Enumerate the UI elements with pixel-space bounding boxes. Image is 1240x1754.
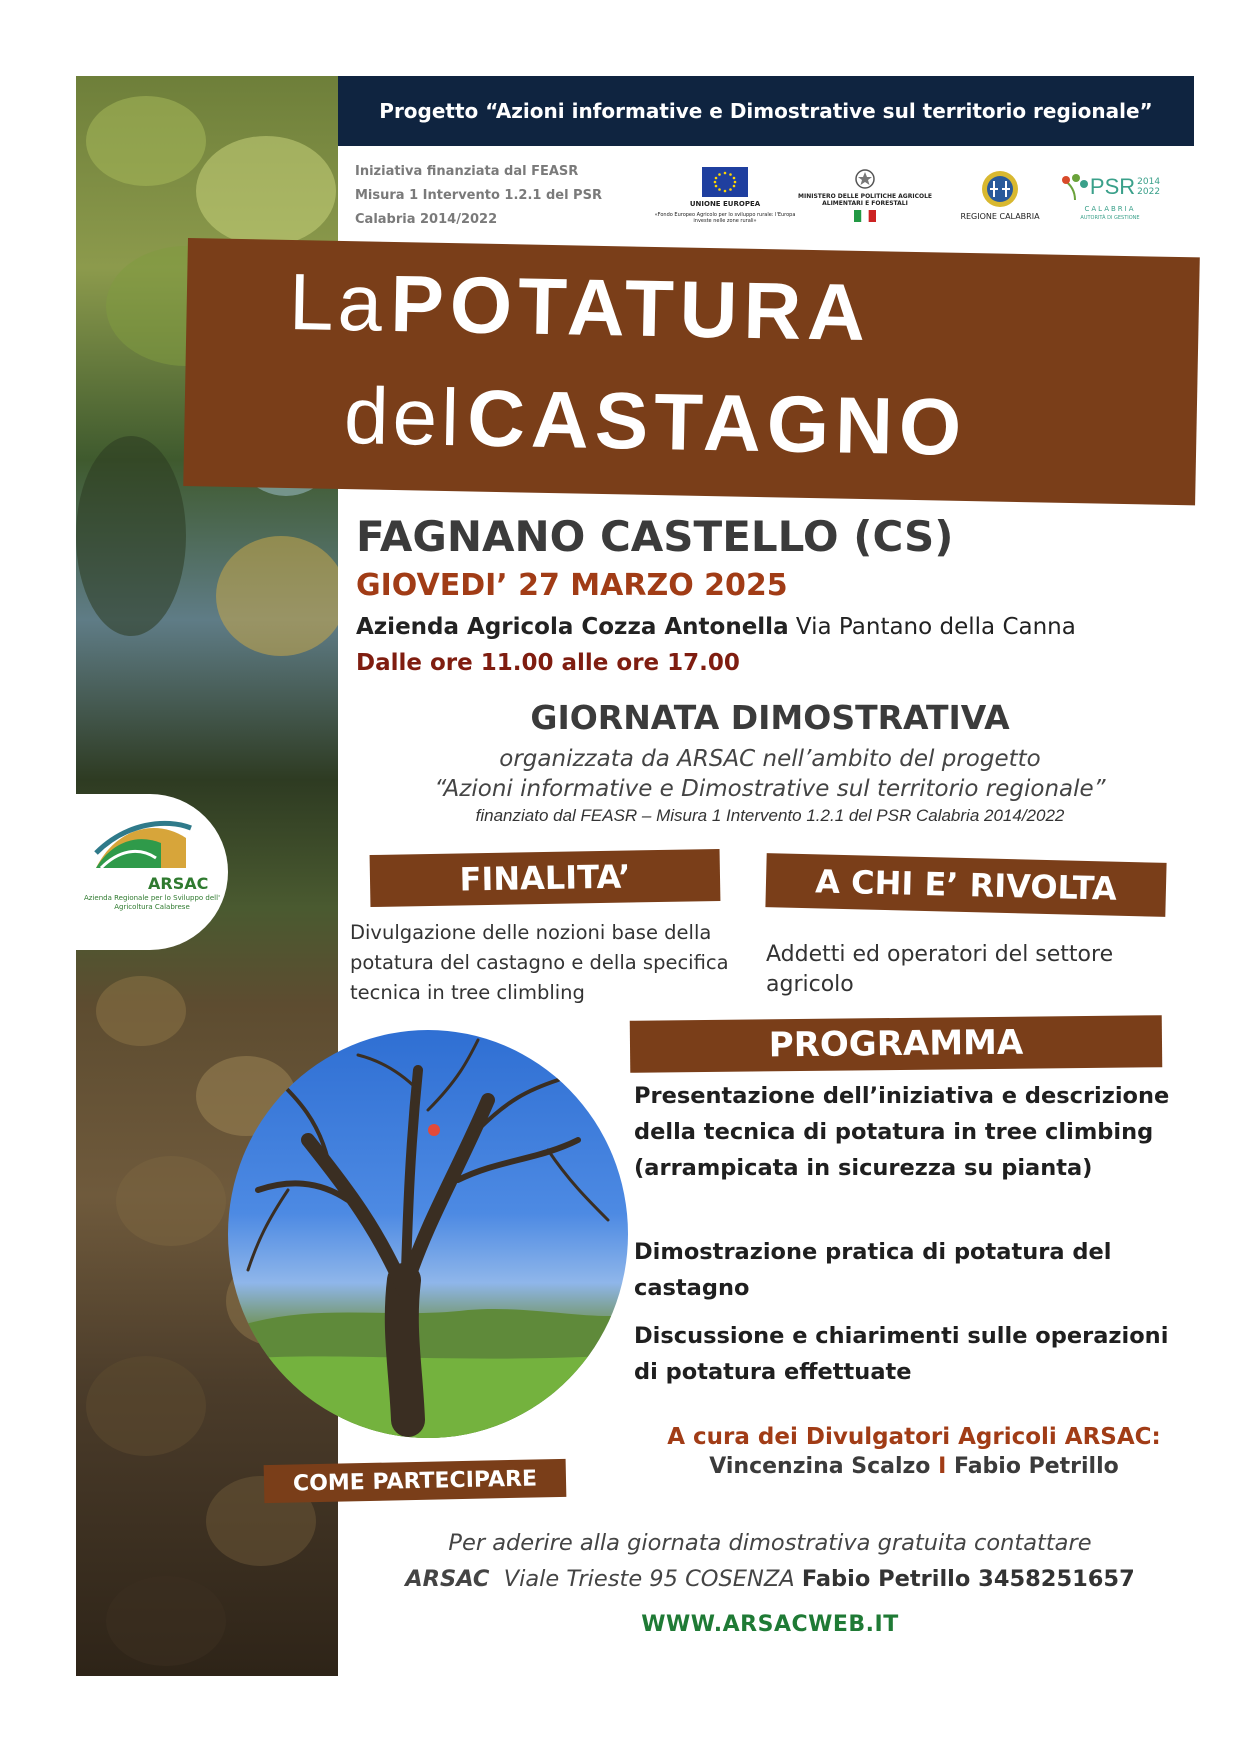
psr-year-start: 2014 bbox=[1137, 176, 1161, 187]
arsac-fields-icon bbox=[86, 808, 196, 878]
arsac-logo bbox=[76, 794, 228, 950]
curatori-names bbox=[654, 1454, 1174, 1479]
finalita-heading bbox=[370, 849, 721, 907]
project-banner-text: Progetto “Azioni informative e Dimostrative sul territorio regionale” bbox=[379, 99, 1153, 123]
website-link[interactable]: WWW.ARSACWEB.IT bbox=[641, 1612, 899, 1637]
arsac-name: ARSAC bbox=[148, 874, 209, 893]
eu-logo bbox=[650, 164, 800, 226]
venue-name: Azienda Agricola Cozza Antonella bbox=[356, 614, 789, 640]
demo-funding-line: finanziato dal FEASR – Misura 1 Intervento 1.2.1 del PSR Calabria 2014/2022 bbox=[475, 806, 1065, 825]
title-word-potatura: POTATURA bbox=[389, 258, 872, 358]
contact-line bbox=[340, 1566, 1200, 1592]
ministero-caption: MINISTERO DELLE POLITICHE AGRICOLE ALIMENTARI E FORESTALI bbox=[797, 193, 933, 207]
psr-subcaption: AUTORITÀ DI GESTIONE bbox=[1080, 214, 1140, 221]
programma-item: Presentazione dell’iniziativa e descrizione della tecnica di potatura in tree climbing (arrampicata in sicurezza su pianta) bbox=[634, 1083, 1170, 1181]
curatori-title: A cura dei Divulgatori Agricoli ARSAC: bbox=[667, 1424, 1161, 1450]
programma-item: Dimostrazione pratica di potatura del castagno bbox=[634, 1239, 1112, 1301]
regione-caption: REGIONE CALABRIA bbox=[960, 212, 1040, 221]
participation-instructions: Per aderire alla giornata dimostrativa gratuita contattare bbox=[448, 1530, 1092, 1556]
demo-project-line: “Azioni informative e Dimostrative sul territorio regionale” bbox=[434, 776, 1106, 802]
event-date: GIOVEDI’ 27 MARZO 2025 bbox=[356, 568, 788, 603]
curatore-name: Vincenzina Scalzo bbox=[709, 1454, 931, 1479]
contact-person-phone: Fabio Petrillo 3458251657 bbox=[801, 1566, 1135, 1592]
rivolta-label: A CHI E’ RIVOLTA bbox=[814, 862, 1118, 908]
come-partecipare-label: COME PARTECIPARE bbox=[292, 1465, 538, 1497]
programma-heading bbox=[630, 1015, 1163, 1073]
target-audience-heading bbox=[765, 853, 1166, 917]
tree-illustration bbox=[228, 1030, 628, 1438]
event-venue bbox=[356, 614, 1076, 640]
psr-calabria-logo bbox=[1050, 166, 1170, 228]
regione-calabria-emblem-icon bbox=[980, 169, 1020, 209]
target-audience-text: Addetti ed operatori del settore agricolo bbox=[766, 942, 1114, 997]
contact-organization: ARSAC bbox=[405, 1566, 490, 1592]
italian-flag-icon bbox=[854, 210, 876, 222]
funding-note: Iniziativa finanziata dal FEASR Misura 1 Intervento 1.2.1 del PSR Calabria 2014/2022 bbox=[355, 164, 602, 227]
come-partecipare-heading bbox=[264, 1459, 567, 1503]
psr-text: PSR bbox=[1089, 173, 1136, 199]
finalita-label: FINALITA’ bbox=[459, 857, 631, 899]
title-word-castagno: CASTAGNO bbox=[466, 373, 968, 472]
title-line-1 bbox=[288, 256, 872, 359]
chestnut-tree-photo bbox=[228, 1030, 628, 1438]
contact-address: Viale Trieste 95 COSENZA bbox=[503, 1566, 795, 1592]
title-word-la: La bbox=[288, 256, 387, 348]
programma-label: PROGRAMMA bbox=[768, 1022, 1024, 1066]
demo-organizer-line: organizzata da ARSAC nell’ambito del progetto bbox=[499, 746, 1041, 772]
title-word-del: del bbox=[343, 370, 464, 463]
psr-region: CALABRIA bbox=[1084, 204, 1136, 213]
title-line-2 bbox=[343, 370, 968, 474]
psr-leaf-icon bbox=[1060, 172, 1090, 202]
arsac-description: Azienda Regionale per lo Sviluppo dell' Agricoltura Calabrese bbox=[83, 894, 220, 911]
demo-day-title: GIORNATA DIMOSTRATIVA bbox=[530, 698, 1010, 737]
finalita-text: Divulgazione delle nozioni base della potatura del castagno e della specifica tecnica in tree climbling bbox=[350, 921, 729, 1004]
ministero-logo bbox=[790, 164, 940, 226]
eu-caption: UNIONE EUROPEA bbox=[689, 199, 761, 208]
programma-item: Discussione e chiarimenti sulle operazioni di potatura effettuate bbox=[634, 1323, 1169, 1385]
curatore-name: Fabio Petrillo bbox=[953, 1454, 1119, 1479]
italian-emblem-icon bbox=[854, 168, 876, 190]
name-separator: I bbox=[938, 1454, 947, 1479]
psr-year-end: 2022 bbox=[1137, 186, 1161, 197]
project-banner bbox=[338, 76, 1194, 146]
regione-calabria-logo bbox=[950, 164, 1050, 226]
venue-address: Via Pantano della Canna bbox=[795, 614, 1076, 640]
eu-flag-icon bbox=[702, 167, 748, 197]
event-hours: Dalle ore 11.00 alle ore 17.00 bbox=[356, 650, 740, 676]
event-location: FAGNANO CASTELLO (CS) bbox=[356, 512, 954, 561]
eu-subcaption: «Fondo Europeo Agricolo per lo sviluppo rurale: l'Europa investe nelle zone rurali» bbox=[654, 211, 796, 224]
